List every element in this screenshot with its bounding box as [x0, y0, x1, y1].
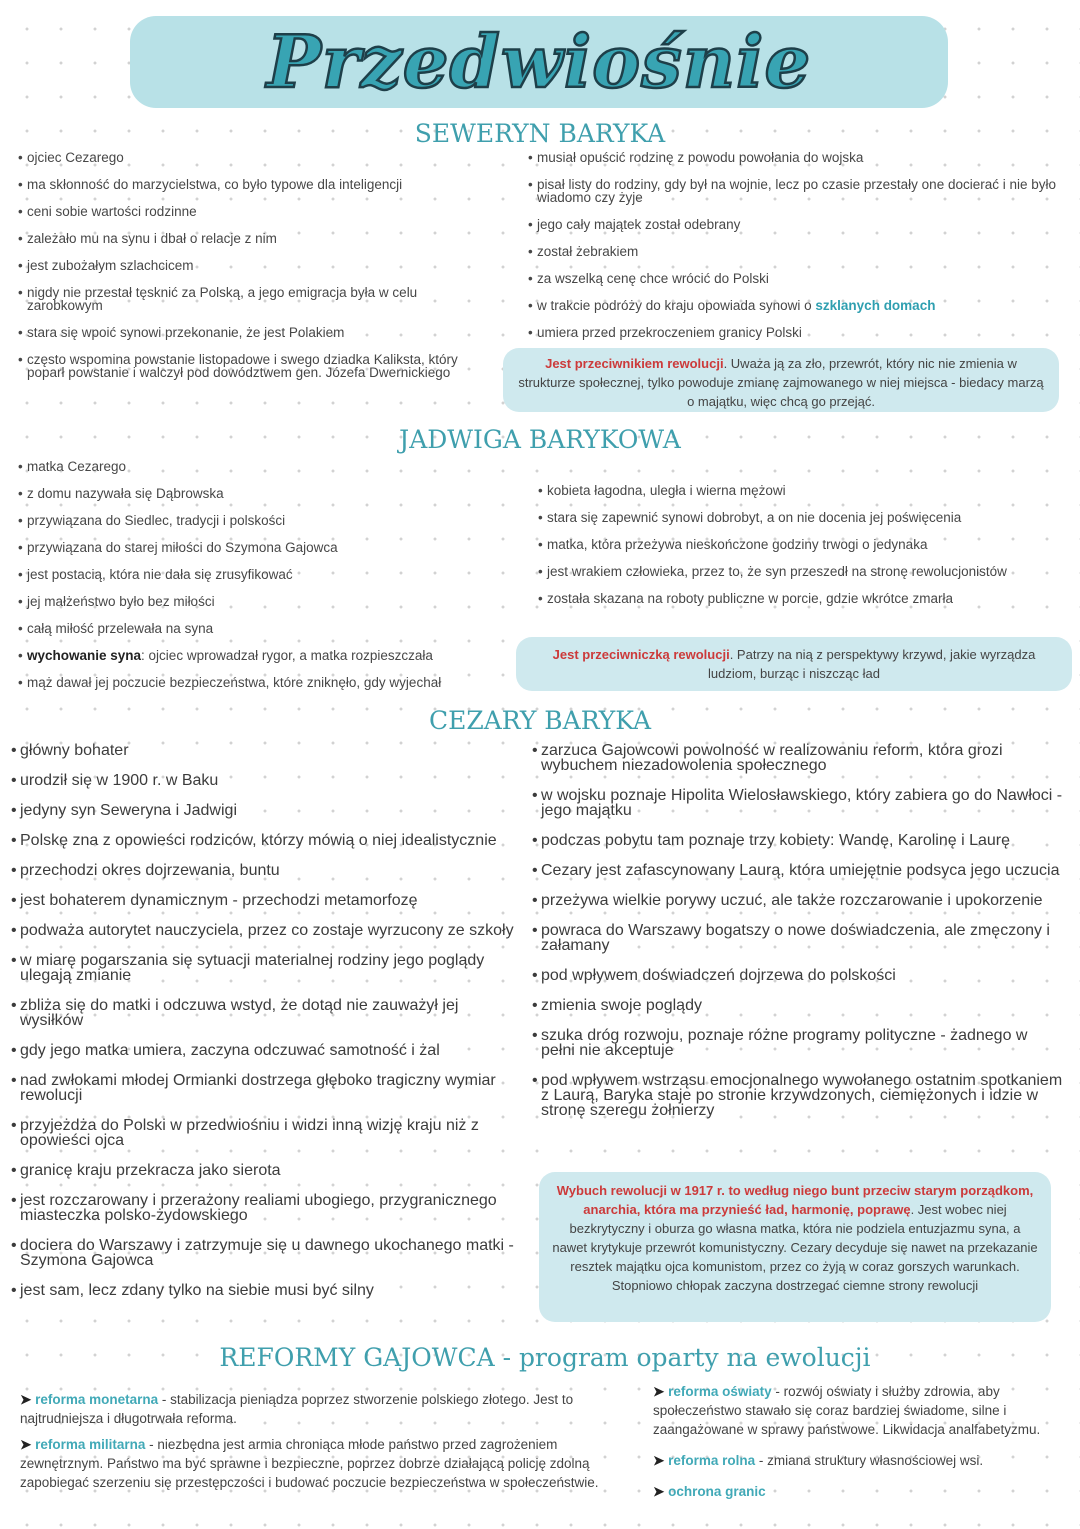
box-highlight: Wybuch rewolucji w 1917 r. to według niego bunt przeciw starym porządkom, anarchia, która ma przynieść ład, harmonię, poprawę: [556, 1183, 1034, 1217]
list-item: • pisał listy do rodziny, gdy był na wojnie, lecz po czasie przestały one docierać i nie było wiadomo czy żyje: [528, 178, 1068, 204]
list-item: • za wszelką cenę chce wrócić do Polski: [528, 272, 1068, 285]
seweryn-revolution-box: [503, 348, 1059, 412]
list-item: • w miarę pogarszania się sytuacji materialnej rodziny jego poglądy ulegają zmianie: [11, 953, 523, 983]
list-item: • ojciec Cezarego: [18, 151, 488, 164]
reform-monetary: [20, 1390, 602, 1428]
list-item: • stara się wpoić synowi przekonanie, że jest Polakiem: [18, 326, 488, 339]
list-item: • często wspomina powstanie listopadowe i swego dziadka Kaliksta, który poparł powstanie i walczył pod dowództwem gen. Józefa Dwernickiego: [18, 353, 488, 379]
jadwiga-right-list: [538, 484, 1068, 605]
list-item: • jego cały majątek został odebrany: [528, 218, 1068, 231]
list-item: • przyjeżdża do Polski w przedwiośniu i widzi inną wizję kraju niż z opowieści ojca: [11, 1118, 523, 1148]
list-item: • podważa autorytet nauczyciela, przez co zostaje wyrzucony ze szkoły: [11, 923, 523, 938]
list-item: • mąż dawał jej poczucie bezpieczeństwa, które zniknęło, gdy wyjechał: [18, 676, 508, 689]
cezary-revolution-box: [539, 1172, 1051, 1322]
cezary-right-list: [532, 743, 1064, 1118]
seweryn-right-list: [528, 151, 1068, 339]
reform-text: - rozwój oświaty i służby zdrowia, aby społeczeństwo stawało się coraz bardziej świadome, silne i zaangażowane w sprawy państwowe. Likwidacja analfabetyzmu.: [653, 1384, 1041, 1437]
list-item: • gdy jego matka umiera, zaczyna odczuwać samotność i żal: [11, 1043, 523, 1058]
reforms-left: [20, 1390, 602, 1499]
list-item: • pod wpływem wstrząsu emocjonalnego wywołanego ostatnim spotkaniem z Laurą, Baryka staje po stronie krzywdzonych, ciemiężonych i idzie w stronę szeregu żołnierzy: [532, 1073, 1064, 1118]
list-item: • stara się zapewnić synowi dobrobyt, a on nie docenia jej poświęcenia: [538, 511, 1068, 524]
list-item: • nad zwłokami młodej Ormianki dostrzega głęboko tragiczny wymiar rewolucji: [11, 1073, 523, 1103]
list-item: • jest postacią, która nie dała się zrusyfikować: [18, 568, 508, 581]
list-item: • nigdy nie przestał tęsknić za Polską, a jego emigracja była w celu zarobkowym: [18, 286, 488, 312]
list-item: • zależało mu na synu i dbał o relacje z nim: [18, 232, 488, 245]
list-item: • podczas pobytu tam poznaje trzy kobiety: Wandę, Karolinę i Laurę: [532, 833, 1064, 848]
reform-education: [653, 1382, 1058, 1439]
reform-name: reforma oświaty: [668, 1384, 772, 1399]
box-highlight: Jest przeciwnikiem rewolucji: [545, 356, 724, 371]
arrow-icon: ➤: [653, 1453, 665, 1468]
list-item: • przywiązana do starej miłości do Szymona Gajowca: [18, 541, 508, 554]
section-title-reformy: REFORMY GAJOWCA - program oparty na ewolucji: [219, 1343, 871, 1372]
box-text: . Jest wobec niej bezkrytyczny i oburza go własna matka, która nie podziela entuzjazmu syna, a nawet krytykuje przewrót komunistyczny. Cezary decyduje się nawet na przekazanie resztek majątku ojca komunistom, przez co żyją w coraz gorszych warunkach. Stopniowo chłopak zaczyna dostrzegać ciemne strony rewolucji: [552, 1202, 1038, 1293]
list-item: • zarzuca Gajowcowi powolność w realizowaniu reform, która grozi wybuchem niezadowolenia społecznego: [532, 743, 1064, 773]
list-item: • jest wrakiem człowieka, przez to, że syn przeszedł na stronę rewolucjonistów: [538, 565, 1068, 578]
jadwiga-revolution-box: [516, 637, 1072, 691]
list-item: • granicę kraju przekracza jako sierota: [11, 1163, 523, 1178]
list-item: • powraca do Warszawy bogatszy o nowe doświadczenia, ale zmęczony i załamany: [532, 923, 1064, 953]
seweryn-left-list: [18, 151, 488, 379]
list-item: • jest zubożałym szlachcicem: [18, 259, 488, 272]
arrow-icon: ➤: [653, 1484, 665, 1499]
list-item: • ma skłonność do marzycielstwa, co było typowe dla inteligencji: [18, 178, 488, 191]
reform-name: ochrona granic: [668, 1484, 766, 1499]
list-item: • ceni sobie wartości rodzinne: [18, 205, 488, 218]
list-item: • została skazana na roboty publiczne w porcie, gdzie wkrótce zmarła: [538, 592, 1068, 605]
list-item: • jest rozczarowany i przerażony realiami ubogiego, przygranicznego miasteczka polsko-żydowskiego: [11, 1193, 523, 1223]
list-item: • jest sam, lecz zdany tylko na siebie musi być silny: [11, 1283, 523, 1298]
list-item: • jest bohaterem dynamicznym - przechodzi metamorfozę: [11, 893, 523, 908]
list-item: • Cezary jest zafascynowany Laurą, która umiejętnie podsyca jego uczucia: [532, 863, 1064, 878]
section-title-jadwiga: JADWIGA BARYKOWA: [399, 425, 681, 454]
list-item: • kobieta łagodna, uległa i wierna mężowi: [538, 484, 1068, 497]
upbringing-label: wychowanie syna: [27, 648, 142, 663]
reform-name: reforma militarna: [35, 1437, 146, 1452]
list-item: • musiał opuścić rodzinę z powodu powołania do wojska: [528, 151, 1068, 164]
list-item: • przechodzi okres dojrzewania, buntu: [11, 863, 523, 878]
section-title-seweryn: SEWERYN BARYKA: [414, 119, 666, 148]
reform-name: reforma rolna: [668, 1453, 756, 1468]
list-item: • pod wpływem doświadczeń dojrzewa do polskości: [532, 968, 1064, 983]
reform-text: - niezbędna jest armia chroniąca młode państwo przed zagrożeniem zewnętrznym. Państwo ma być sprawne i bezpieczne, poprzez dobrze działającą policję zdolną zapobiegać szerzeniu się przestępczości i budować poczucie bezpieczeństwa w społeczeństwie.: [20, 1437, 599, 1490]
arrow-icon: ➤: [20, 1437, 32, 1452]
list-item: • zmienia swoje poglądy: [532, 998, 1064, 1013]
list-item: • umiera przed przekroczeniem granicy Polski: [528, 326, 1068, 339]
list-item: • Polskę zna z opowieści rodziców, którzy mówią o niej idealistycznie: [11, 833, 523, 848]
reform-military: [20, 1435, 602, 1492]
list-item: • całą miłość przelewała na syna: [18, 622, 508, 635]
list-item: • jedyny syn Seweryna i Jadwigi: [11, 803, 523, 818]
list-item: • dociera do Warszawy i zatrzymuje się u dawnego ukochanego matki - Szymona Gajowca: [11, 1238, 523, 1268]
list-item: • w wojsku poznaje Hipolita Wielosławskiego, który zabiera go do Nawłoci - jego majątku: [532, 788, 1064, 818]
list-item: • główny bohater: [11, 743, 523, 758]
section-title-cezary: CEZARY BARYKA: [428, 706, 651, 735]
reform-name: reforma monetarna: [35, 1392, 159, 1407]
glass-houses-highlight: szklanych domach: [815, 298, 936, 313]
jadwiga-left-list: [18, 460, 508, 689]
list-item: • matka Cezarego: [18, 460, 508, 473]
list-item: • został żebrakiem: [528, 245, 1068, 258]
glass-houses-text: w trakcie podróży do kraju opowiada synowi o: [537, 298, 812, 313]
box-text: . Uważa ją za zło, przewrót, który nic nie zmienia w strukturze społecznej, tylko powoduje zmianę zajmowanego w niej miejsca - biedacy marzą o majątku, więc chcą go przejąć.: [518, 356, 1044, 409]
list-item: • z domu nazywała się Dąbrowska: [18, 487, 508, 500]
arrow-icon: ➤: [653, 1384, 665, 1399]
reform-text: - zmiana struktury własnościowej wsi.: [755, 1453, 984, 1468]
reform-agrarian: [653, 1451, 1058, 1470]
list-item: • szuka dróg rozwoju, poznaje różne programy polityczne - żadnego w pełni nie akceptuje: [532, 1028, 1064, 1058]
list-item: [18, 649, 508, 662]
list-item: • przywiązana do Siedlec, tradycji i polskości: [18, 514, 508, 527]
list-item: • jej małżeństwo było bez miłości: [18, 595, 508, 608]
list-item: [528, 299, 1068, 312]
list-item: • matka, która przeżywa nieskończone godziny trwogi o jedynaka: [538, 538, 1068, 551]
reform-text: - stabilizacja pieniądza poprzez stworzenie polskiego złotego. Jest to najtrudniejsza i długotrwała reforma.: [20, 1392, 574, 1426]
cezary-left-list: [11, 743, 523, 1298]
list-item: • urodził się w 1900 r. w Baku: [11, 773, 523, 788]
upbringing-text: : ojciec wprowadzał rygor, a matka rozpieszczała: [141, 648, 433, 663]
page-title: Przedwiośnie: [266, 19, 812, 104]
arrow-icon: ➤: [20, 1392, 32, 1407]
reforms-right: [653, 1382, 1058, 1508]
list-item: • przeżywa wielkie porywy uczuć, ale także rozczarowanie i upokorzenie: [532, 893, 1064, 908]
list-item: • zbliża się do matki i odczuwa wstyd, że dotąd nie zauważył jej wysiłków: [11, 998, 523, 1028]
box-highlight: Jest przeciwniczką rewolucji: [552, 647, 730, 662]
reform-borders: [653, 1482, 1058, 1501]
box-text: . Patrzy na nią z perspektywy krzywd, jakie wyrządza ludziom, burząc i niszcząc ład: [708, 647, 1036, 681]
